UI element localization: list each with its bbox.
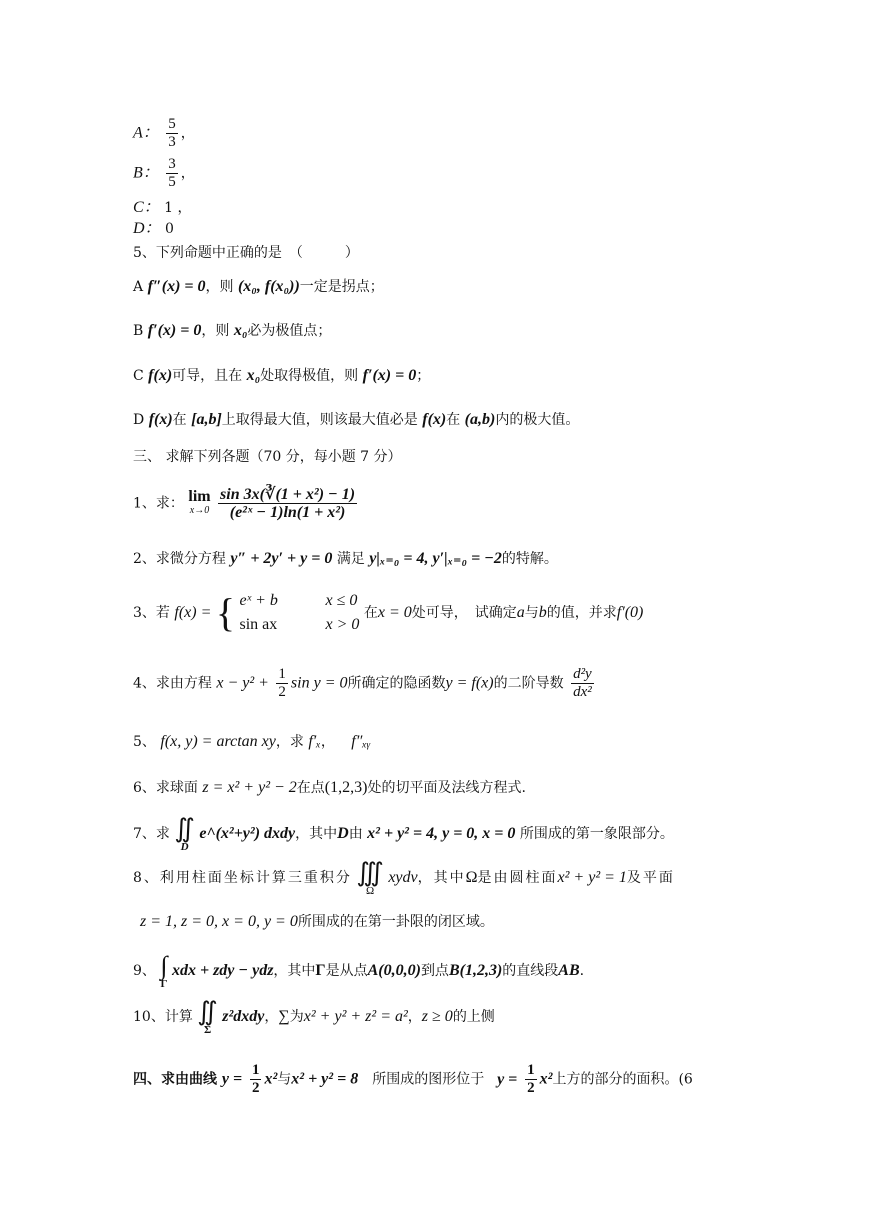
- problem-8-mid1: ，其中: [417, 870, 466, 886]
- q5-c-var: x₀: [246, 367, 261, 384]
- problem-1-fraction: [218, 486, 357, 521]
- problem-9-gamma: Γ: [315, 962, 326, 979]
- line-integral-icon: ∫: [160, 951, 168, 980]
- problem-4-fn: y = f(x): [445, 674, 494, 692]
- problem-3-b: b: [538, 604, 547, 621]
- problem-2-conditions: y|ₓ₌₀ = 4, y′|ₓ₌₀ = −2: [369, 550, 502, 567]
- problem-4-mid2: 的二阶导数: [493, 675, 564, 692]
- problem-5-label: 5、: [133, 734, 156, 750]
- curve-1-half: [250, 1062, 262, 1097]
- q5-option-b: [133, 321, 331, 341]
- integral-surface: Σ: [203, 1024, 212, 1036]
- option-b-numerator: 3: [168, 156, 176, 172]
- limit-subscript: x→0: [189, 504, 210, 516]
- q5-d-mid2: 上取得最大值，则该最大值必是: [221, 412, 418, 428]
- problem-8-line2-tail: 所围成的在第一卦限的闭区域。: [297, 914, 494, 930]
- option-a-label: A：: [133, 124, 159, 142]
- problem-10-condition: z ≥ 0: [421, 1008, 453, 1025]
- piecewise-cases: [239, 589, 359, 637]
- problem-7-tail: 所围成的第一象限部分。: [519, 826, 674, 842]
- q5-d-tail: 内的极大值。: [495, 412, 580, 428]
- q5-c-f: f(x): [148, 367, 173, 384]
- q5-d-prefix: D: [133, 412, 145, 428]
- problem-9-mid3: 到点: [420, 963, 449, 979]
- q5-d-f: f(x): [148, 411, 173, 428]
- problem-1-denominator: (e²ˣ − 1)ln(1 + x²): [229, 504, 346, 521]
- section-4-tail: 上方的部分的面积。(6: [552, 1071, 693, 1088]
- problem-3: [133, 589, 643, 637]
- problem-2: [133, 549, 558, 569]
- problem-8-integrand: xydv: [388, 869, 418, 886]
- q5-a-prefix: A: [133, 279, 144, 295]
- q5-b-expr: f′(x) = 0: [147, 322, 202, 339]
- problem-9-segment: AB: [558, 962, 580, 979]
- problem-10-integrand: z²dxdy: [222, 1008, 265, 1025]
- option-b-tail: ，: [180, 165, 195, 182]
- q5-stem: 5、下列命题中正确的是 （ ）: [133, 245, 359, 261]
- option-b: [133, 156, 195, 191]
- integral-path: Γ: [160, 978, 168, 990]
- problem-6-label: 6、求球面: [133, 780, 198, 796]
- problem-7-mid1: ，其中: [295, 826, 338, 842]
- curve-3-half: [525, 1062, 537, 1097]
- option-a-fraction: [166, 116, 178, 151]
- problem-2-mid: 满足: [336, 551, 365, 567]
- q5-d-mid3: 在: [446, 412, 461, 428]
- problem-7-mid2: 由: [348, 826, 363, 842]
- curve-1-half-num: 1: [251, 1062, 260, 1078]
- problem-2-equation: y″ + 2y′ + y = 0: [230, 550, 333, 567]
- problem-6-surface: z = x² + y² − 2: [202, 779, 297, 796]
- derivative-denominator: dx²: [573, 684, 592, 700]
- q5-option-a: [133, 277, 384, 297]
- q5-a-point: (x₀, f(x₀)): [237, 278, 300, 295]
- problem-9-integrand: xdx + zdy − ydz: [171, 962, 274, 979]
- q5-c-tail: ；: [416, 368, 431, 384]
- q5-b-mid: ，则: [201, 323, 230, 339]
- problem-4-eq1: x − y² +: [216, 674, 269, 692]
- problem-3-ask: f′(0): [616, 604, 644, 621]
- problem-9-point-a: A(0,0,0): [367, 962, 421, 979]
- q5-option-d: [133, 410, 579, 430]
- problem-10-sigma: ∑: [278, 1008, 290, 1025]
- q5-c-mid2: 处取得极值，则: [260, 368, 359, 384]
- problem-10: [133, 999, 495, 1035]
- q5-a-mid: ，则: [205, 279, 234, 295]
- problem-9-tail: .: [579, 963, 585, 979]
- problem-7-label: 7、求: [133, 826, 170, 842]
- problem-8-omega: Ω: [465, 869, 478, 886]
- problem-4: [133, 666, 597, 701]
- q5-a-tail: 一定是拐点；: [299, 279, 384, 295]
- q5-d-f2: f(x): [422, 411, 447, 428]
- surface-integral-icon: ∬: [197, 997, 218, 1026]
- problem-10-mid3: ，: [407, 1009, 422, 1025]
- q5-d-interval-open: (a,b): [464, 411, 496, 428]
- case-2-expr: sin ax: [239, 616, 278, 633]
- option-a-denominator: 3: [168, 134, 176, 150]
- problem-3-mid1: 在: [363, 605, 378, 621]
- section-4: [133, 1062, 693, 1097]
- double-integral-icon: ∬: [174, 814, 195, 843]
- problem-6-point: (1,2,3): [324, 779, 368, 796]
- problem-1-label: 1、求：: [133, 495, 184, 512]
- problem-10-sphere: x² + y² + z² = a²: [303, 1008, 408, 1025]
- problem-9-mid1: ，其中: [273, 963, 316, 979]
- case-2-cond: x > 0: [325, 616, 360, 633]
- piecewise-brace: {: [215, 590, 236, 635]
- double-integral-sign: [174, 816, 195, 852]
- problem-5-fn: f(x, y) = arctan xy: [160, 733, 276, 750]
- option-b-label: B：: [133, 164, 159, 182]
- problem-10-tail: 的上侧: [452, 1009, 495, 1025]
- section-4-label: 四、求由曲线: [133, 1071, 217, 1088]
- problem-3-mid2: 处可导， 试确定: [411, 605, 517, 621]
- limit-operator: [188, 487, 211, 518]
- curve-1-rhs: x²: [264, 1070, 278, 1088]
- option-c-value: 1 ，: [164, 200, 192, 216]
- problem-4-label: 4、求由方程: [133, 675, 212, 692]
- triple-integral-icon: ∭: [356, 858, 384, 887]
- q5-a-expr: f″(x) = 0: [147, 278, 206, 295]
- limit-text: lim: [188, 487, 211, 505]
- problem-9: [133, 953, 584, 989]
- problem-8-label: 8、利用柱面坐标计算三重积分: [133, 870, 352, 886]
- problem-2-tail: 的特解。: [501, 551, 558, 567]
- curve-3-lhs: y =: [497, 1070, 518, 1088]
- problem-3-mid3: 与: [524, 605, 539, 621]
- integral-domain: D: [180, 841, 189, 853]
- problem-1: [133, 486, 360, 521]
- case-1-cond: x ≤ 0: [325, 592, 358, 609]
- section-4-and: 与: [277, 1071, 292, 1088]
- q5-c-expr: f′(x) = 0: [362, 367, 417, 384]
- half-numerator: 1: [278, 666, 286, 682]
- curve-1-lhs: y =: [221, 1070, 243, 1088]
- partial-x: f′ₓ: [308, 733, 321, 750]
- problem-3-fx: f(x) =: [174, 604, 212, 621]
- problem-8-cylinder: x² + y² = 1: [557, 869, 627, 886]
- problem-3-a: a: [516, 604, 525, 621]
- problem-7: [133, 816, 674, 852]
- problem-10-mid2: 为: [289, 1009, 304, 1025]
- problem-5-mid: ，求: [275, 734, 304, 750]
- option-a: [133, 116, 195, 151]
- triple-integral-sign: [356, 860, 384, 896]
- problem-8-line-2: [140, 912, 494, 932]
- problem-3-label: 3、若: [133, 605, 170, 621]
- section-4-mid: 所围成的图形位于: [358, 1071, 485, 1088]
- problem-7-bounds: x² + y² = 4, y = 0, x = 0: [367, 825, 516, 842]
- problem-8: [133, 860, 675, 896]
- integral-region: Ω: [366, 885, 375, 897]
- problem-1-numerator: sin 3x(∛(1 + x²) − 1): [220, 486, 356, 503]
- problem-7-domain: D: [337, 825, 349, 842]
- problem-9-label: 9、: [133, 963, 156, 979]
- curve-3-half-den: 2: [527, 1080, 535, 1096]
- half-denominator: 2: [278, 684, 286, 700]
- half-fraction: [276, 666, 288, 701]
- problem-9-mid2: 是从点: [325, 963, 368, 979]
- q5-d-mid1: 在: [172, 412, 187, 428]
- q5-b-tail: 必为极值点；: [247, 323, 332, 339]
- curve-2: x² + y² = 8: [291, 1070, 359, 1088]
- option-a-numerator: 5: [168, 116, 176, 132]
- curve-1-half-den: 2: [251, 1080, 260, 1096]
- curve-3-half-num: 1: [527, 1062, 535, 1078]
- surface-integral-sign: [197, 999, 218, 1035]
- curve-3-rhs: x²: [539, 1070, 553, 1088]
- section-3-title: 三、 求解下列各题（70 分，每小题 7 分）: [133, 449, 402, 465]
- problem-10-label: 10、计算: [133, 1009, 193, 1025]
- problem-7-integrand: e^(x²+y²) dxdy: [199, 825, 296, 842]
- option-a-tail: ，: [180, 125, 195, 142]
- option-b-denominator: 5: [168, 174, 176, 190]
- case-1-expr: eˣ + b: [239, 592, 278, 609]
- derivative-numerator: d²y: [573, 666, 592, 682]
- problem-3-mid4: 的值，并求: [546, 605, 617, 621]
- problem-3-point: x = 0: [377, 604, 412, 621]
- problem-9-mid4: 的直线段: [502, 963, 559, 979]
- option-c: [133, 198, 192, 218]
- q5-option-c: [133, 366, 430, 386]
- problem-8-planes: z = 1, z = 0, x = 0, y = 0: [140, 913, 298, 930]
- q5-b-prefix: B: [133, 323, 144, 339]
- partial-xy: f″ₓᵧ: [351, 733, 371, 750]
- option-d-value: 0: [165, 221, 174, 237]
- line-integral-sign: [160, 953, 167, 989]
- problem-6: [133, 778, 526, 798]
- q5-c-prefix: C: [133, 368, 144, 384]
- problem-5-sep: ，: [320, 734, 335, 750]
- problem-9-point-b: B(1,2,3): [448, 962, 503, 979]
- problem-2-label: 2、求微分方程: [133, 551, 226, 567]
- option-d-label: D：: [133, 220, 161, 237]
- problem-8-tail: 及平面: [626, 870, 675, 886]
- option-b-fraction: [166, 156, 178, 191]
- option-d: [133, 219, 174, 239]
- option-c-label: C：: [133, 199, 160, 216]
- second-derivative-fraction: [571, 666, 594, 701]
- problem-10-mid1: ，: [264, 1009, 279, 1025]
- q5-c-mid1: 可导，且在: [172, 368, 243, 384]
- q5-b-var: x₀: [233, 322, 248, 339]
- q5-d-interval-closed: [a,b]: [191, 411, 222, 428]
- problem-4-mid1: 所确定的隐函数: [347, 675, 446, 692]
- problem-8-mid2: 是由圆柱面: [477, 870, 558, 886]
- problem-4-eq2: sin y = 0: [290, 674, 348, 692]
- problem-6-tail: 处的切平面及法线方程式.: [367, 780, 526, 796]
- problem-5: [133, 732, 371, 752]
- problem-6-mid: 在点: [296, 780, 325, 796]
